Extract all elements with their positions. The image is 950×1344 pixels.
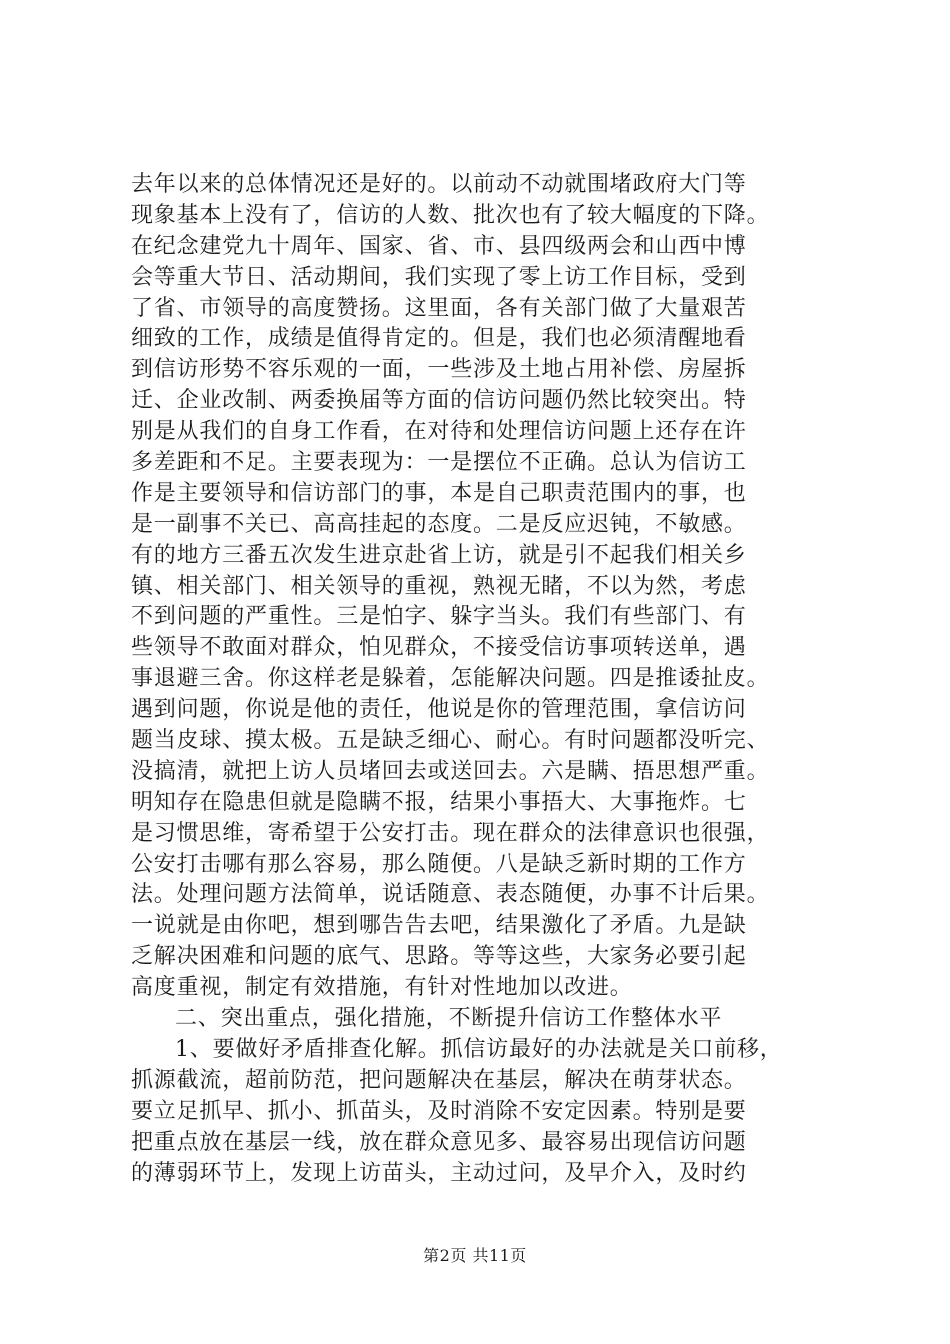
text-line: 些领导不敢面对群众，怕见群众，不接受信访事项转送单，遇 (131, 635, 747, 661)
text-line: 了省、市领导的高度赞扬。这里面，各有关部门做了大量艰苦 (131, 295, 747, 321)
text-line: 在纪念建党九十周年、国家、省、市、县四级两会和山西中博 (131, 233, 747, 259)
text-line: 遇到问题，你说是他的责任，他说是你的管理范围，拿信访问 (131, 697, 747, 723)
text-line: 不到问题的严重性。三是怕字、躲字当头。我们有些部门、有 (131, 604, 747, 630)
text-line: 没搞清，就把上访人员堵回去或送回去。六是瞒、捂思想严重。 (131, 758, 770, 784)
text-line: 迁、企业改制、两委换届等方面的信访问题仍然比较突出。特 (131, 388, 747, 414)
text-line: 是习惯思维，寄希望于公安打击。现在群众的法律意识也很强， (131, 820, 770, 846)
text-line: 会等重大节日、活动期间，我们实现了零上访工作目标，受到 (131, 264, 747, 290)
text-line: 要立足抓早、抓小、抓苗头，及时消除不安定因素。特别是要 (131, 1098, 747, 1124)
text-line: 去年以来的总体情况还是好的。以前动不动就围堵政府大门等 (131, 172, 747, 197)
text-line: 乏解决困难和问题的底气、思路。等等这些，大家务必要引起 (131, 944, 747, 970)
text-line: 的薄弱环节上，发现上访苗头，主动过问，及早介入，及时约 (131, 1160, 747, 1186)
text-line: 作是主要领导和信访部门的事，本是自己职责范围内的事，也 (131, 480, 747, 506)
text-line: 抓源截流，超前防范，把问题解决在基层，解决在萌芽状态。 (131, 1067, 747, 1093)
text-line: 把重点放在基层一线，放在群众意见多、最容易出现信访问题 (131, 1129, 747, 1155)
text-line: 多差距和不足。主要表现为：一是摆位不正确。总认为信访工 (131, 450, 747, 476)
text-line: 现象基本上没有了，信访的人数、批次也有了较大幅度的下降。 (131, 202, 770, 228)
text-line: 是一副事不关已、高高挂起的态度。二是反应迟钝，不敏感。 (131, 511, 747, 537)
text-line: 法。处理问题方法简单，说话随意、表态随便，办事不计后果。 (131, 882, 770, 908)
text-line: 高度重视，制定有效措施，有针对性地加以改进。 (131, 975, 633, 1001)
text-line: 镇、相关部门、相关领导的重视，熟视无睹，不以为然，考虑 (131, 573, 747, 599)
text-line: 有的地方三番五次发生进京赴省上访，就是引不起我们相关乡 (131, 542, 747, 568)
text-line: 题当皮球、摸太极。五是缺乏细心、耐心。有时问题都没听完、 (131, 728, 770, 754)
text-line: 公安打击哪有那么容易，那么随便。八是缺乏新时期的工作方 (131, 851, 747, 877)
text-line: 别是从我们的自身工作看，在对待和处理信访问题上还存在许 (131, 419, 747, 445)
text-line: 到信访形势不容乐观的一面，一些涉及土地占用补偿、房屋拆 (131, 357, 747, 383)
text-line: 1、要做好矛盾排查化解。抓信访最好的办法就是关口前移， (175, 1036, 783, 1062)
text-line: 一说就是由你吧，想到哪告告去吧，结果激化了矛盾。九是缺 (131, 913, 747, 939)
section-heading: 二、突出重点，强化措施，不断提升信访工作整体水平 (175, 1006, 723, 1032)
text-line: 明知存在隐患但就是隐瞒不报，结果小事捂大、大事拖炸。七 (131, 789, 747, 815)
body-text (131, 170, 831, 1189)
page-number-footer: 第2页 共11页 (423, 1246, 527, 1265)
text-line: 细致的工作，成绩是值得肯定的。但是，我们也必须清醒地看 (131, 326, 747, 352)
text-line: 事退避三舍。你这样老是躲着，怎能解决问题。四是推诿扯皮。 (131, 666, 770, 692)
